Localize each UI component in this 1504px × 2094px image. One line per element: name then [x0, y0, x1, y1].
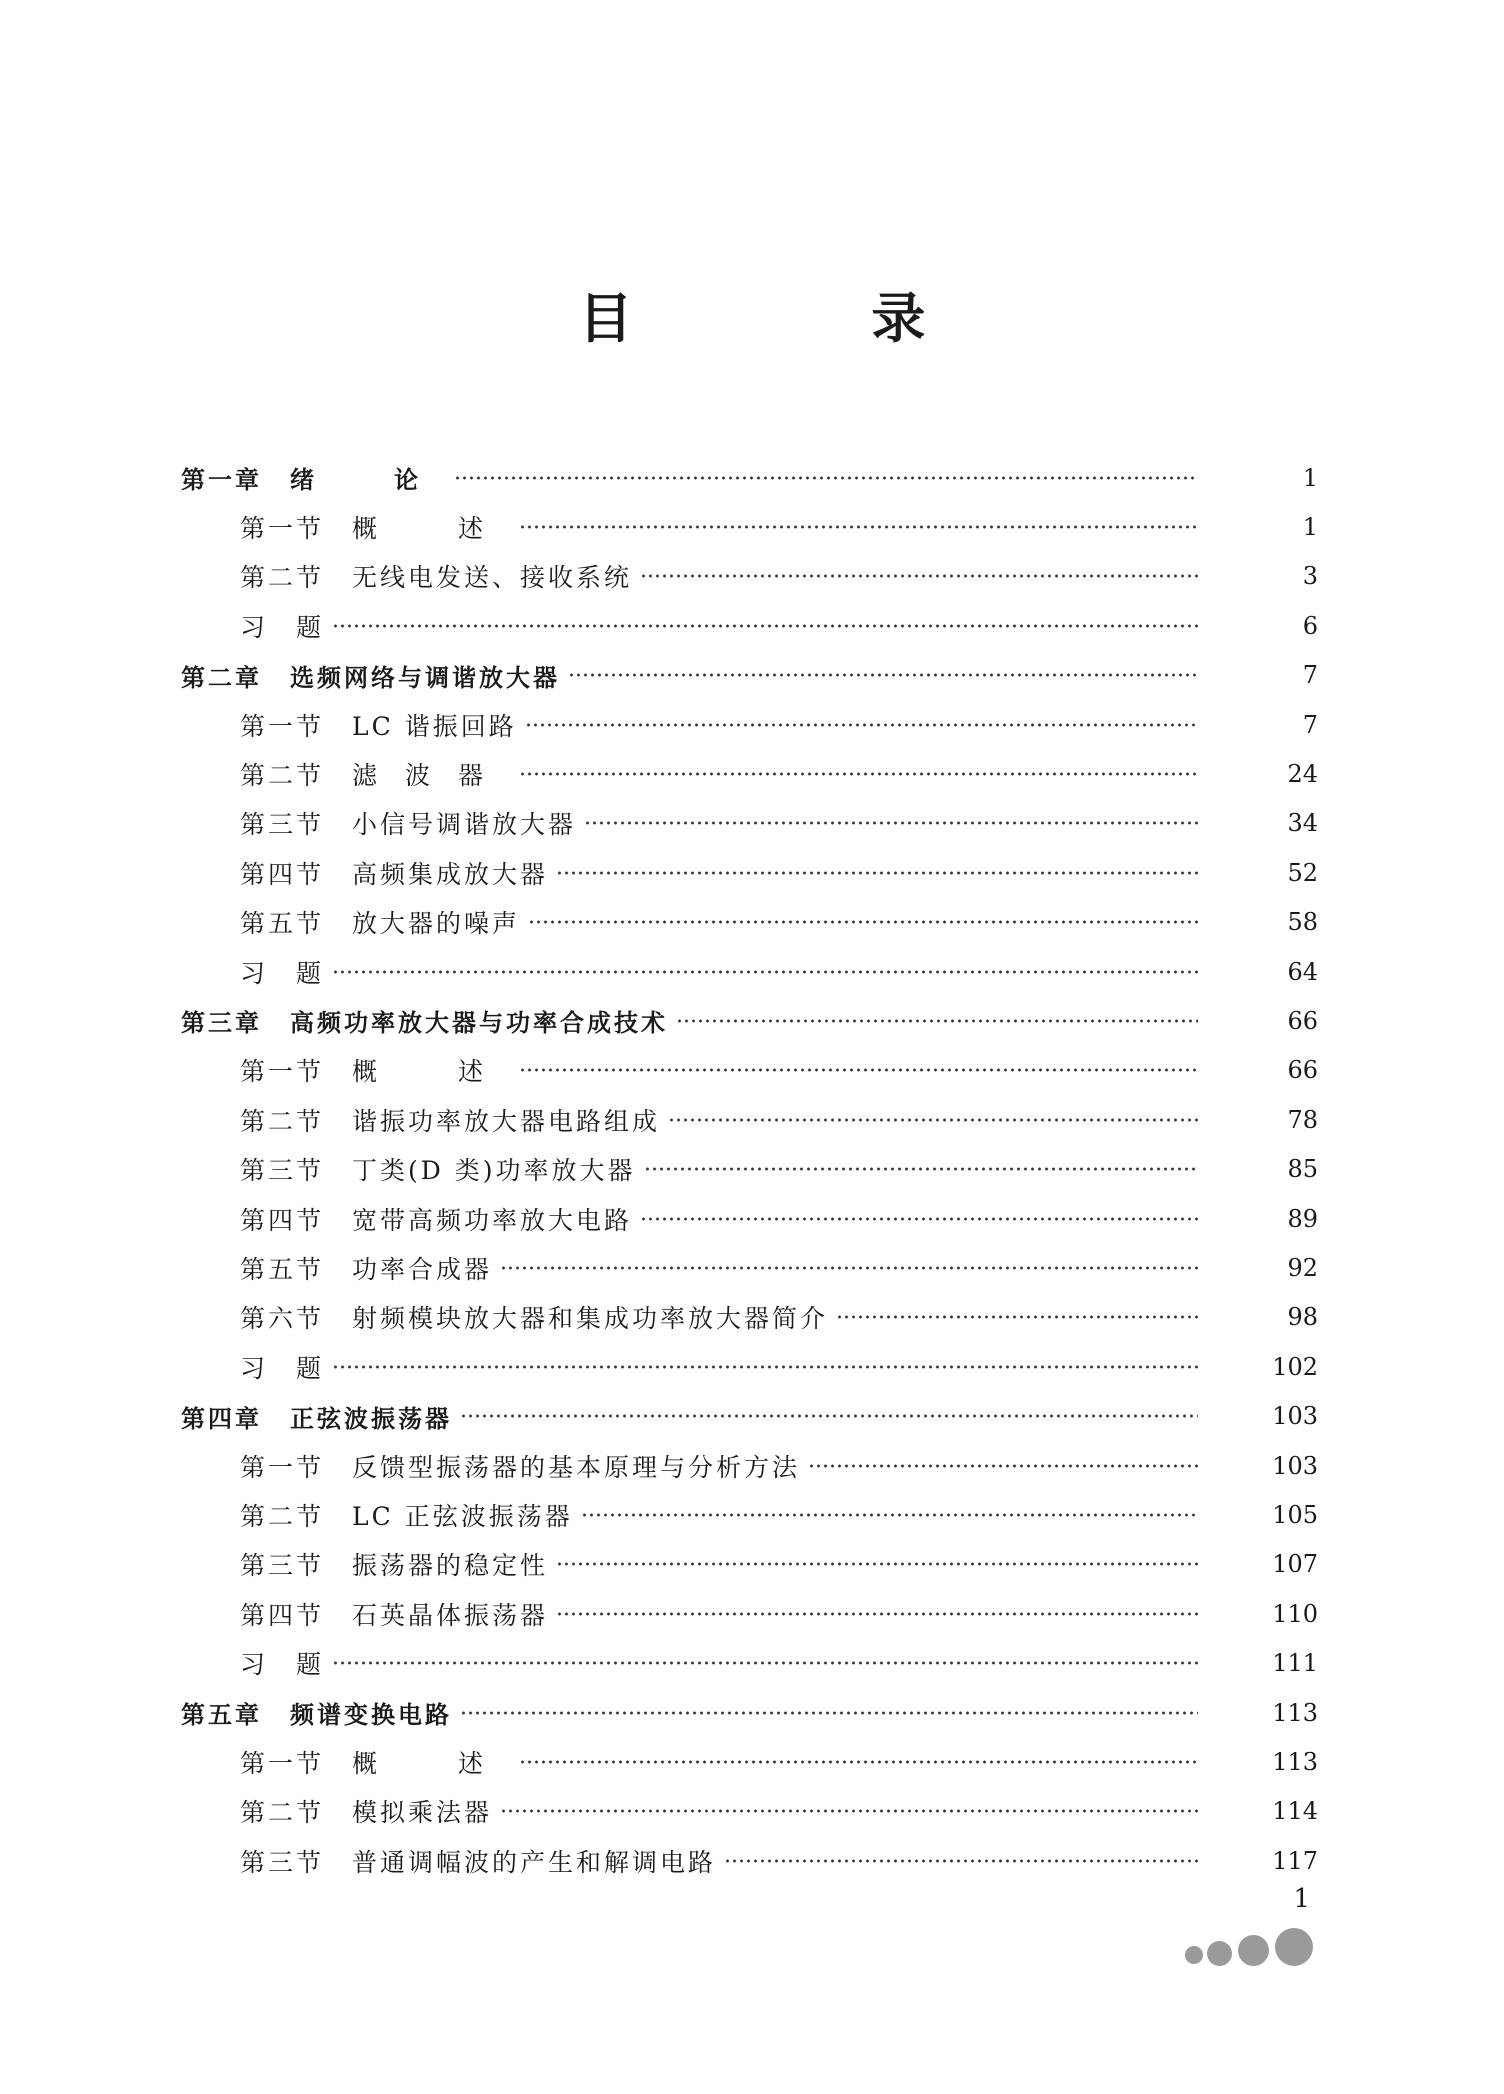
- toc-entry-page: 85: [1287, 1155, 1318, 1184]
- dot-leader: [332, 624, 1198, 628]
- decorative-dot-4: [1275, 1928, 1313, 1966]
- dot-leader: [460, 1711, 1198, 1715]
- toc-entry-page: 114: [1272, 1797, 1318, 1826]
- page-title: 目 录: [578, 287, 1036, 350]
- toc-entry-page: 113: [1272, 1698, 1318, 1727]
- dot-leader: [519, 525, 1198, 529]
- dot-leader: [332, 1661, 1198, 1665]
- toc-entry-title: 概 述: [352, 1057, 512, 1087]
- dot-leader: [332, 1365, 1198, 1369]
- toc-entry-prefix: 第一节: [240, 1452, 325, 1482]
- toc-entry-prefix: 第一节: [240, 1748, 325, 1778]
- toc-section-entry[interactable]: [0, 799, 1504, 848]
- toc-entry-title: 滤波器: [352, 760, 512, 790]
- dot-leader: [808, 1464, 1198, 1468]
- toc-section-entry[interactable]: [0, 1145, 1504, 1194]
- toc-entry-page: 1: [1302, 463, 1318, 492]
- dot-leader: [500, 1266, 1198, 1270]
- toc-entry-title: 高频功率放大器与功率合成技术: [290, 1009, 668, 1038]
- toc-entry-prefix: 第二节: [240, 1501, 325, 1531]
- toc-entry-prefix: 第三章: [181, 1009, 262, 1038]
- toc-entry-page: 111: [1272, 1649, 1318, 1678]
- toc-section-entry[interactable]: [0, 947, 1504, 996]
- dot-leader: [556, 1612, 1198, 1616]
- toc-chapter-entry[interactable]: [0, 996, 1504, 1045]
- toc-entry-prefix: 第三节: [240, 810, 325, 840]
- toc-entry-prefix: 第四节: [240, 1205, 325, 1235]
- dot-leader: [724, 1859, 1198, 1863]
- toc-entry-prefix: 第一节: [240, 513, 325, 543]
- toc-entry-page: 117: [1272, 1846, 1318, 1875]
- toc-chapter-entry[interactable]: [0, 1688, 1504, 1737]
- toc-chapter-entry[interactable]: [0, 651, 1504, 700]
- toc-entry-prefix: 第二节: [240, 563, 325, 593]
- toc-entry-page: 3: [1302, 562, 1318, 591]
- toc-section-entry[interactable]: [0, 749, 1504, 798]
- toc-entry-page: 103: [1272, 1402, 1318, 1431]
- toc-section-entry[interactable]: [0, 1490, 1504, 1539]
- toc-entry-page: 7: [1302, 710, 1318, 739]
- dot-leader: [584, 821, 1198, 825]
- toc-section-entry[interactable]: [0, 848, 1504, 897]
- toc-chapter-entry[interactable]: [0, 1392, 1504, 1441]
- toc-entry-prefix: 习 题: [240, 1650, 325, 1680]
- toc-section-entry[interactable]: [0, 1639, 1504, 1688]
- dot-leader: [460, 1414, 1198, 1418]
- toc-section-entry[interactable]: [0, 1589, 1504, 1638]
- toc-entry-prefix: 第三节: [240, 1156, 325, 1186]
- toc-section-entry[interactable]: [0, 1540, 1504, 1589]
- toc-entry-prefix: 第一节: [240, 711, 325, 741]
- toc-section-entry[interactable]: [0, 1787, 1504, 1836]
- toc-entry-title: 正弦波振荡器: [290, 1404, 452, 1433]
- toc-entry-title: 选频网络与调谐放大器: [290, 663, 560, 692]
- toc-section-entry[interactable]: [0, 502, 1504, 551]
- toc-section-entry[interactable]: [0, 1836, 1504, 1885]
- toc-entry-page: 58: [1287, 908, 1318, 937]
- toc-entry-prefix: 第六节: [240, 1304, 325, 1334]
- toc-entry-prefix: 第四章: [181, 1404, 262, 1433]
- toc-section-entry[interactable]: [0, 1737, 1504, 1786]
- toc-entry-title: 谐振功率放大器电路组成: [352, 1106, 661, 1136]
- dot-leader: [500, 1809, 1198, 1813]
- toc-entry-page: 113: [1272, 1747, 1318, 1776]
- toc-entry-prefix: 第二章: [181, 663, 262, 692]
- toc-entry-page: 102: [1272, 1352, 1318, 1381]
- toc-entry-page: 6: [1302, 611, 1318, 640]
- toc-entry-prefix: 第一章: [181, 466, 262, 494]
- toc-entry-page: 107: [1272, 1550, 1318, 1579]
- dot-leader: [568, 673, 1198, 677]
- toc-entry-title: 高频集成放大器: [352, 859, 549, 889]
- dot-leader: [668, 1118, 1198, 1122]
- toc-entry-prefix: 第二节: [240, 760, 325, 790]
- toc-section-entry[interactable]: [0, 1293, 1504, 1342]
- toc-entry-page: 92: [1287, 1253, 1318, 1282]
- toc-chapter-entry[interactable]: [0, 453, 1504, 502]
- toc-section-entry[interactable]: [0, 1194, 1504, 1243]
- toc-entry-title: 绪 论: [290, 466, 446, 494]
- toc-entry-prefix: 第三节: [240, 1847, 325, 1877]
- toc-entry-title: 模拟乘法器: [352, 1798, 493, 1828]
- toc-entry-title: 功率合成器: [352, 1254, 493, 1284]
- dot-leader: [644, 1167, 1198, 1171]
- toc-entry-title: 概 述: [352, 513, 512, 543]
- toc-section-entry[interactable]: [0, 1095, 1504, 1144]
- toc-entry-prefix: 第四节: [240, 1600, 325, 1630]
- toc-section-entry[interactable]: [0, 1243, 1504, 1292]
- toc-entry-page: 52: [1287, 858, 1318, 887]
- dot-leader: [519, 1068, 1198, 1072]
- toc-entry-page: 1: [1302, 512, 1318, 541]
- dot-leader: [332, 970, 1198, 974]
- toc-entry-prefix: 第三节: [240, 1551, 325, 1581]
- dot-leader: [640, 1217, 1198, 1221]
- toc-entry-page: 89: [1287, 1204, 1318, 1233]
- toc-entry-title: 反馈型振荡器的基本原理与分析方法: [352, 1452, 801, 1482]
- toc-entry-page: 98: [1287, 1303, 1318, 1332]
- toc-section-entry[interactable]: [0, 601, 1504, 650]
- toc-entry-title: 放大器的噪声: [352, 909, 521, 939]
- dot-leader: [676, 1019, 1198, 1023]
- toc-entry-title: LC 正弦波振荡器: [352, 1501, 573, 1531]
- toc-entry-title: 频谱变换电路: [290, 1701, 452, 1729]
- toc-entry-title: 振荡器的稳定性: [352, 1551, 549, 1581]
- toc-entry-page: 7: [1302, 661, 1318, 690]
- toc-section-entry[interactable]: [0, 552, 1504, 601]
- toc-entry-page: 78: [1287, 1105, 1318, 1134]
- toc-entry-prefix: 第一节: [240, 1057, 325, 1087]
- dot-leader: [454, 476, 1198, 480]
- toc-entry-prefix: 习 题: [240, 1353, 325, 1383]
- toc-entry-prefix: 第二节: [240, 1106, 325, 1136]
- toc-entry-title: 概 述: [352, 1748, 512, 1778]
- decorative-dot-3: [1238, 1935, 1269, 1966]
- toc-section-entry[interactable]: [0, 1046, 1504, 1095]
- toc-entry-title: 石英晶体振荡器: [352, 1600, 549, 1630]
- dot-leader: [640, 574, 1198, 578]
- toc-entry-prefix: 习 题: [240, 612, 325, 642]
- decorative-dot-1: [1185, 1946, 1203, 1964]
- toc-entry-page: 66: [1287, 1006, 1318, 1035]
- decorative-dot-2: [1207, 1941, 1232, 1966]
- toc-entry-page: 105: [1272, 1500, 1318, 1529]
- dot-leader: [519, 1760, 1198, 1764]
- dot-leader: [556, 1562, 1198, 1566]
- toc-entry-title: 小信号调谐放大器: [352, 810, 577, 840]
- toc-entry-page: 103: [1272, 1451, 1318, 1480]
- toc-entry-title: 射频模块放大器和集成功率放大器简介: [352, 1304, 829, 1334]
- dot-leader: [519, 772, 1198, 776]
- toc-entry-prefix: 第二节: [240, 1798, 325, 1828]
- toc-entry-page: 24: [1287, 759, 1318, 788]
- toc-entry-prefix: 第五节: [240, 909, 325, 939]
- toc-section-entry[interactable]: [0, 898, 1504, 947]
- dot-leader: [525, 723, 1198, 727]
- dot-leader: [836, 1315, 1198, 1319]
- dot-leader: [581, 1513, 1198, 1517]
- toc-entry-page: 66: [1287, 1056, 1318, 1085]
- toc-entry-prefix: 第五节: [240, 1254, 325, 1284]
- toc-entry-title: 无线电发送、接收系统: [352, 563, 633, 593]
- toc-entry-page: 64: [1287, 957, 1318, 986]
- toc-entry-prefix: 第五章: [181, 1701, 262, 1729]
- toc-entry-title: 普通调幅波的产生和解调电路: [352, 1847, 717, 1877]
- toc-entry-prefix: 第四节: [240, 859, 325, 889]
- toc-entry-title: LC 谐振回路: [352, 711, 517, 741]
- toc-section-entry[interactable]: [0, 1342, 1504, 1391]
- toc-section-entry[interactable]: [0, 1441, 1504, 1490]
- toc-entry-title: 丁类(D 类)功率放大器: [352, 1156, 636, 1186]
- toc-entry-page: 110: [1272, 1599, 1318, 1628]
- page-number: 1: [1293, 1884, 1310, 1914]
- toc-entry-page: 34: [1287, 809, 1318, 838]
- dot-leader: [528, 920, 1198, 924]
- dot-leader: [556, 871, 1198, 875]
- toc-entry-prefix: 习 题: [240, 958, 325, 988]
- toc-entry-title: 宽带高频功率放大电路: [352, 1205, 633, 1235]
- toc-section-entry[interactable]: [0, 700, 1504, 749]
